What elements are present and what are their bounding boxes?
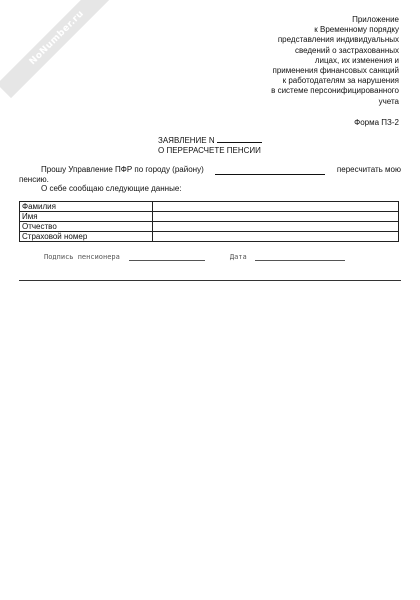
date-label: Дата	[229, 253, 247, 261]
insurance-number-field[interactable]	[153, 232, 399, 242]
appendix-line: к Временному порядку	[314, 25, 399, 35]
appendix-line: сведений о застрахованных	[294, 45, 399, 55]
appendix-line: применения финансовых санкций	[272, 66, 399, 76]
personal-data-table	[19, 201, 399, 242]
table-row	[20, 222, 399, 232]
statement-number-field[interactable]	[217, 134, 262, 143]
request-paragraph	[19, 165, 401, 185]
row-label-surname: Фамилия	[20, 202, 153, 212]
appendix-note	[239, 15, 399, 107]
row-label-name: Имя	[20, 212, 153, 222]
signature-field[interactable]	[129, 253, 205, 261]
table-row	[20, 232, 399, 242]
pfr-office-field[interactable]	[215, 166, 325, 175]
appendix-line: в системе персонифицированного	[271, 86, 399, 96]
self-info-text: О себе сообщаю следующие данные:	[41, 184, 182, 193]
document-title	[158, 134, 262, 156]
form-code: Форма ПЗ-2	[354, 118, 399, 127]
table-row	[20, 212, 399, 222]
appendix-line: учета	[378, 96, 399, 106]
patronymic-field[interactable]	[153, 222, 399, 232]
title-statement: ЗАЯВЛЕНИЕ N	[158, 136, 215, 145]
name-field[interactable]	[153, 212, 399, 222]
row-label-insurance-number: Страховой номер	[20, 232, 153, 242]
bottom-divider	[19, 280, 401, 281]
request-text-end: пересчитать мою	[336, 165, 401, 174]
date-field[interactable]	[255, 253, 345, 261]
appendix-line: лицах, их изменения и	[314, 55, 399, 65]
table-row	[20, 202, 399, 212]
signature-row	[44, 253, 374, 261]
request-text-tail: пенсию.	[19, 175, 49, 184]
appendix-line: представления индивидуальных	[277, 35, 399, 45]
title-subject: О ПЕРЕРАСЧЕТЕ ПЕНСИИ	[158, 146, 261, 155]
watermark-text: NoNumber.ru	[27, 8, 87, 68]
row-label-patronymic: Отчество	[20, 222, 153, 232]
appendix-line: к работодателям за нарушения	[282, 76, 399, 86]
signature-label: Подпись пенсионера	[44, 253, 120, 261]
appendix-line: Приложение	[352, 15, 399, 24]
request-text-start: Прошу Управление ПФР по городу (району)	[41, 165, 204, 174]
watermark-ribbon	[0, 0, 117, 98]
surname-field[interactable]	[153, 202, 399, 212]
